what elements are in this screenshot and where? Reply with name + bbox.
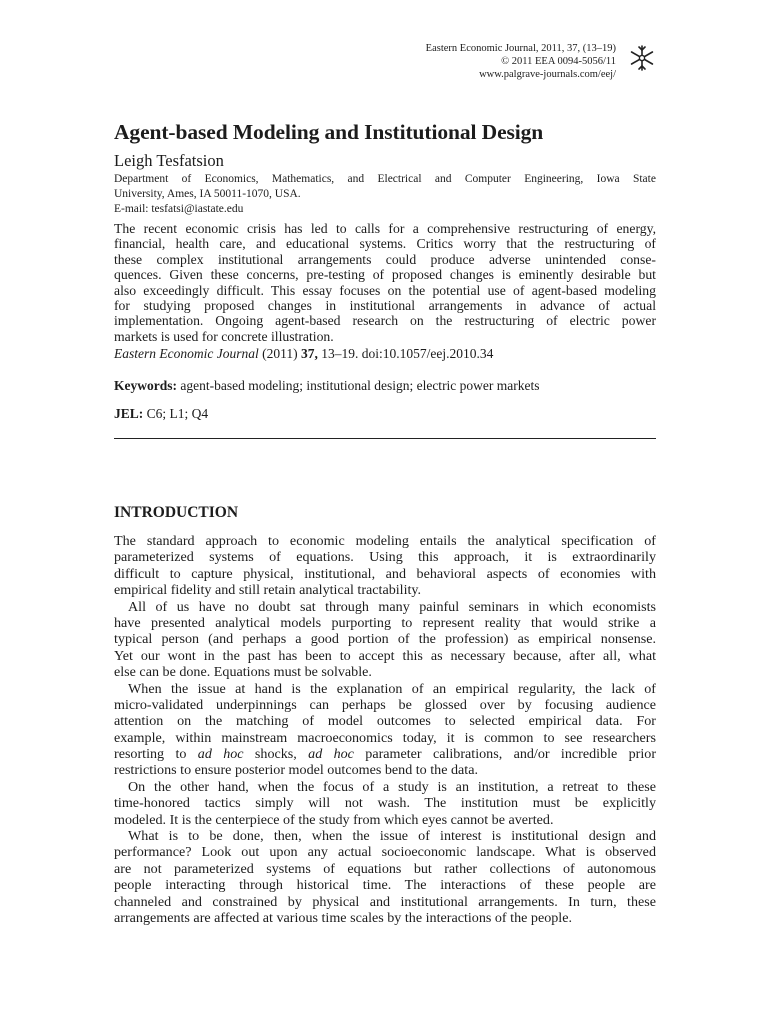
- body-line: What is to be done, then, when the issue of interest is institutional design and: [128, 828, 656, 845]
- italic-term: ad hoc: [308, 746, 354, 763]
- jel-text: C6; L1; Q4: [146, 406, 209, 421]
- abstract-line: also exceedingly difficult. This essay focuses on the potential use of agent-based modeling: [114, 282, 656, 298]
- keywords: [114, 378, 540, 394]
- author-name: Leigh Tesfatsion: [114, 151, 224, 170]
- body-text-fragment: shocks,: [243, 746, 309, 763]
- body-line: difficult to capture physical, institutional, and behavioral aspects of economies with: [114, 565, 656, 582]
- jel-label: JEL:: [114, 406, 144, 421]
- body-line: else can be done. Equations must be solvable.: [114, 664, 372, 681]
- abstract-line: financial, health care, and educational systems. Critics worry that the restructuring of: [114, 236, 656, 252]
- journal-citation-line: Eastern Economic Journal, 2011, 37, (13–19): [425, 43, 616, 54]
- journal-url[interactable]: www.palgrave-journals.com/eej/: [479, 69, 616, 80]
- body-line: Yet our wont in the past has been to accept this as necessary because, after all, what: [114, 647, 656, 664]
- body-text-fragment: resorting to: [114, 746, 198, 763]
- body-line: empirical fidelity and still retain analytical tractability.: [114, 582, 422, 599]
- affiliation-word: Economics,: [204, 173, 259, 185]
- copyright-line: © 2011 EEA 0094-5056/11: [501, 56, 616, 67]
- body-line: attention on the matching of model outcomes to selected empirical data. For: [114, 713, 656, 730]
- palgrave-snowflake-logo-icon: [628, 44, 656, 72]
- article-citation: [114, 346, 493, 362]
- body-line: restrictions to ensure posterior model outcomes bend to the data.: [114, 762, 478, 779]
- body-line: All of us have no doubt sat through many painful seminars in which economists: [128, 598, 656, 615]
- journal-info: [426, 42, 616, 81]
- affiliation-word: Computer: [464, 173, 511, 185]
- body-line: On the other hand, when the focus of a study is an institution, a retreat to these: [128, 778, 656, 795]
- affiliation-word: State: [632, 173, 656, 185]
- affiliation-line-2: University, Ames, IA 50011-1070, USA.: [114, 188, 301, 200]
- affiliation-word: and: [347, 173, 365, 185]
- body-line: have presented analytical models purporting to represent reality that would strike a: [114, 614, 656, 631]
- affiliation-word: Engineering,: [524, 173, 584, 185]
- jel-codes: [114, 406, 208, 422]
- affiliation-word: Iowa: [596, 173, 620, 185]
- section-heading-introduction: INTRODUCTION: [114, 504, 239, 521]
- body-line: example, within mainstream macroeconomics today, it is common to see researchers: [114, 729, 656, 746]
- citation-year: (2011): [262, 346, 298, 361]
- abstract-line: implementation. Ongoing agent-based research on the restructuring of electric power: [114, 313, 656, 329]
- section-divider: [114, 438, 656, 439]
- body-line: channeled and constrained by physical and institutional arrangements. In turn, these: [114, 893, 656, 910]
- body-line: are not parameterized systems of equations but rather collections of autonomous: [114, 860, 656, 877]
- citation-journal: Eastern Economic Journal: [114, 346, 259, 361]
- article-title: Agent-based Modeling and Institutional Design: [114, 120, 544, 144]
- body-line: [114, 746, 656, 762]
- abstract-line: for studying proposed changes in institutional arrangements in advance of actual: [114, 297, 656, 313]
- citation-pages-doi: 13–19. doi:10.1057/eej.2010.34: [321, 346, 494, 361]
- affiliation-word: of: [181, 173, 192, 185]
- affiliation-word: Electrical: [377, 173, 422, 185]
- citation-volume: 37,: [300, 346, 318, 361]
- body-line: When the issue at hand is the explanation of an empirical regularity, the lack of: [128, 680, 656, 697]
- abstract-line: these complex institutional arrangements could produce adverse unintended conse-: [114, 251, 656, 267]
- body-line: micro-validated underpinnings can perhaps be glossed over by focusing audience: [114, 696, 656, 713]
- body-line: time-honored tactics simply will not wash. The institution must be explicitly: [114, 795, 656, 812]
- body-line: modeled. It is the centerpiece of the study from which eyes cannot be averted.: [114, 811, 554, 828]
- body-text-fragment: parameter calibrations, and/or incredible prior: [353, 746, 656, 763]
- introduction-body: [114, 533, 656, 926]
- body-line: performance? Look out upon any actual socioeconomic landscape. What is observed: [114, 844, 656, 861]
- keywords-text: agent-based modeling; institutional design; electric power markets: [180, 378, 540, 393]
- journal-header: [114, 42, 656, 94]
- affiliation-line-1: [114, 172, 656, 187]
- author-email[interactable]: E-mail: tesfatsi@iastate.edu: [114, 203, 244, 215]
- abstract-line: markets is used for concrete illustration.: [114, 328, 334, 344]
- body-line: people interacting through historical time. The interactions of these people are: [114, 877, 656, 894]
- affiliation-word: and: [434, 173, 452, 185]
- body-line: arrangements are affected at various time scales by the interactions of the people.: [114, 909, 572, 926]
- body-line: parameterized systems of equations. Using this approach, it is extraordinarily: [114, 549, 656, 566]
- italic-term: ad hoc: [197, 746, 244, 763]
- abstract-line: The recent economic crisis has led to calls for a comprehensive restructuring of energy,: [114, 221, 656, 236]
- affiliation-word: Mathematics,: [271, 173, 335, 185]
- abstract-line: quences. Given these concerns, pre-testing of proposed changes is eminently desirable but: [114, 267, 656, 283]
- abstract: [114, 221, 656, 344]
- body-line: The standard approach to economic modeling entails the analytical specification of: [114, 533, 656, 549]
- body-line: typical person (and perhaps a good portion of the profession) as empirical nonsense.: [114, 631, 656, 648]
- author-affiliation: [114, 172, 656, 217]
- affiliation-word: Department: [114, 173, 169, 185]
- keywords-label: Keywords:: [114, 378, 177, 393]
